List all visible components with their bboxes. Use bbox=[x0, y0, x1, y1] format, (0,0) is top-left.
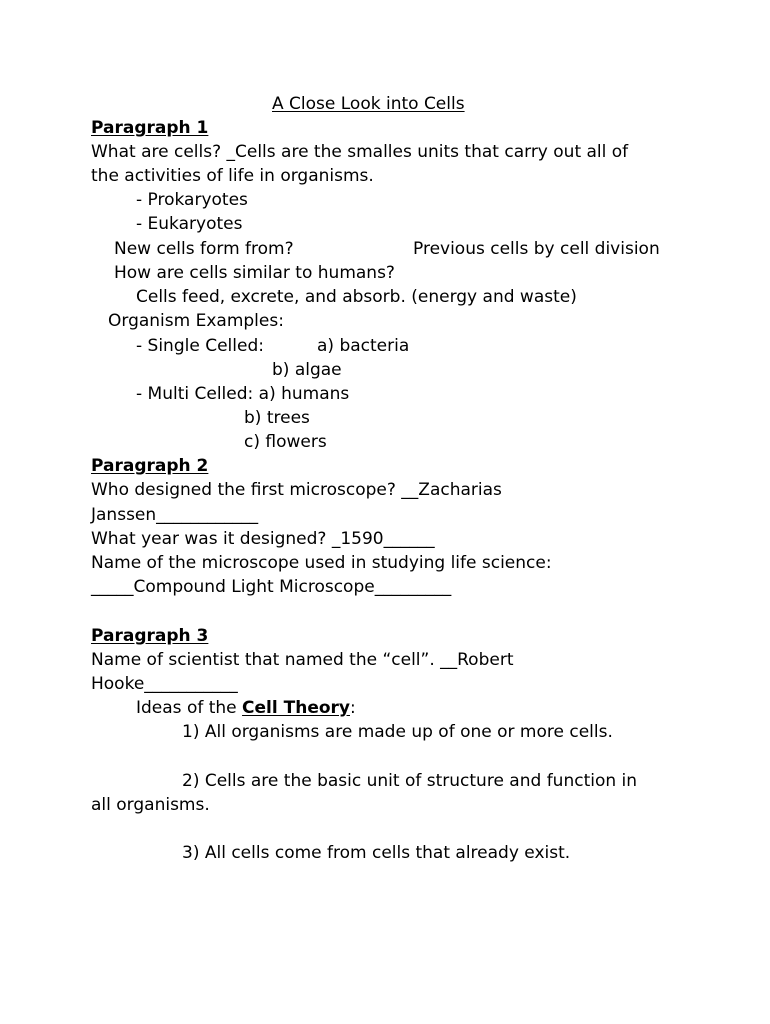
question-microscope-name-line-2: _____Compound Light Microscope_________ bbox=[91, 577, 452, 597]
cell-theory-idea-3: 3) All cells come from cells that already exist. bbox=[182, 843, 571, 863]
organism-examples-label: Organism Examples: bbox=[108, 311, 284, 331]
cell-theory-idea-1: 1) All organisms are made up of one or more cells. bbox=[182, 722, 613, 742]
question-scientist-line-2: Hooke___________ bbox=[91, 674, 238, 694]
question-microscope-designer-line-2: Janssen____________ bbox=[91, 505, 259, 525]
multi-celled-label: - Multi Celled: a) humans bbox=[136, 384, 350, 404]
question-what-are-cells-line-2: the activities of life in organisms. bbox=[91, 166, 374, 186]
cell-type-eukaryotes: - Eukaryotes bbox=[136, 214, 243, 234]
paragraph-1-heading: Paragraph 1 bbox=[91, 118, 209, 138]
document-title: A Close Look into Cells bbox=[272, 94, 465, 114]
single-celled-example-b: b) algae bbox=[272, 360, 342, 380]
single-celled-label: - Single Celled: bbox=[136, 336, 264, 356]
question-microscope-name-line-1: Name of the microscope used in studying life science: bbox=[91, 553, 552, 573]
cell-theory-term: Cell Theory bbox=[242, 698, 350, 718]
single-celled-example-a: a) bacteria bbox=[317, 336, 410, 356]
multi-celled-example-b: b) trees bbox=[244, 408, 310, 428]
cell-theory-intro bbox=[136, 696, 356, 720]
cell-type-prokaryotes: - Prokaryotes bbox=[136, 190, 248, 210]
question-what-are-cells-line-1: What are cells? _Cells are the smalles units that carry out all of bbox=[91, 142, 629, 162]
answer-new-cells: Previous cells by cell division bbox=[413, 239, 660, 259]
cell-theory-idea-2-line-1: 2) Cells are the basic unit of structure and function in bbox=[182, 771, 638, 791]
multi-celled-example-c: c) flowers bbox=[244, 432, 327, 452]
paragraph-2-heading: Paragraph 2 bbox=[91, 456, 209, 476]
question-microscope-year: What year was it designed? _1590______ bbox=[91, 529, 435, 549]
question-scientist-line-1: Name of scientist that named the “cell”. __Robert bbox=[91, 650, 514, 670]
cell-theory-idea-2-line-2: all organisms. bbox=[91, 795, 210, 815]
cell-theory-intro-suffix: : bbox=[350, 698, 356, 718]
question-new-cells: New cells form from? bbox=[114, 239, 294, 259]
answer-cells-similar: Cells feed, excrete, and absorb. (energy and waste) bbox=[136, 287, 577, 307]
question-microscope-designer-line-1: Who designed the first microscope? __Zacharias bbox=[91, 480, 502, 500]
cell-theory-intro-prefix: Ideas of the bbox=[136, 698, 243, 718]
paragraph-3-heading: Paragraph 3 bbox=[91, 626, 209, 646]
question-cells-similar: How are cells similar to humans? bbox=[114, 263, 395, 283]
